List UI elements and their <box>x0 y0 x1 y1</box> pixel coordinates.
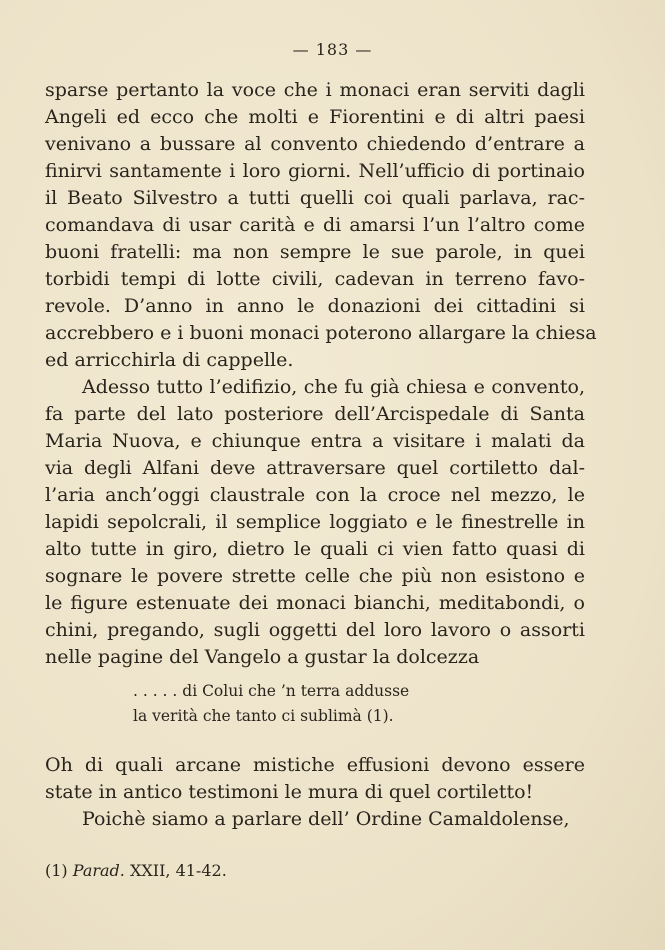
text-line: via degli Alfani deve attraversare quel cortiletto dal- <box>45 457 585 479</box>
paragraph-2 <box>45 374 585 671</box>
text-line: le figure estenuate dei monaci bianchi, meditabondi, o <box>45 592 585 614</box>
text-line: fa parte del lato posteriore dell’Arcispedale di Santa <box>45 403 585 425</box>
text-line: l’aria anch’oggi claustrale con la croce nel mezzo, le <box>45 484 585 506</box>
text-line: Poichè siamo a parlare dell’ Ordine Camaldolense, <box>82 808 570 830</box>
text-line: comandava di usar carità e di amarsi l’un l’altro come <box>45 214 585 236</box>
paragraph-3 <box>45 752 585 833</box>
text-line: revole. D’anno in anno le donazioni dei cittadini si <box>45 295 585 317</box>
text-line: torbidi tempi di lotte civili, cadevan in terreno favo- <box>45 268 585 290</box>
footnote-reference: XXII, 41-42. <box>129 861 227 880</box>
footnote <box>45 861 227 880</box>
text-line: alto tutte in giro, dietro le quali ci vien fatto quasi di <box>45 538 585 560</box>
text-line: Oh di quali arcane mistiche effusioni devono essere <box>45 754 585 776</box>
text-line: lapidi sepolcrali, il semplice loggiato e le finestrelle in <box>45 511 585 533</box>
dante-quotation <box>133 679 409 729</box>
footnote-source: Parad. <box>72 861 125 880</box>
text-line: nelle pagine del Vangelo a gustar la dolcezza <box>45 646 480 668</box>
text-line: accrebbero e i buoni monaci poterono allargare la chiesa <box>45 322 597 344</box>
text-line: sparse pertanto la voce che i monaci eran serviti dagli <box>45 79 585 101</box>
text-line: venivano a bussare al convento chiedendo d’entrare a <box>45 133 585 155</box>
footnote-marker: (1) <box>45 861 68 880</box>
text-line: Angeli ed ecco che molti e Fiorentini e di altri paesi <box>45 106 585 128</box>
paragraph-1 <box>45 77 597 374</box>
text-line: state in antico testimoni le mura di quel cortiletto! <box>45 781 534 803</box>
text-line: chini, pregando, sugli oggetti del loro lavoro o assorti <box>45 619 585 641</box>
page-number: — 183 — <box>292 40 373 59</box>
text-line: il Beato Silvestro a tutti quelli coi quali parlava, rac- <box>45 187 585 209</box>
text-line: finirvi santamente i loro giorni. Nell’ufficio di portinaio <box>45 160 585 182</box>
text-line: sognare le povere strette celle che più non esistono e <box>45 565 585 587</box>
quote-line: . . . . . di Colui che ’n terra addusse <box>133 682 410 700</box>
text-line: Maria Nuova, e chiunque entra a visitare i malati da <box>45 430 585 452</box>
text-line: buoni fratelli: ma non sempre le sue parole, in quei <box>45 241 585 263</box>
text-line: ed arricchirla di cappelle. <box>45 349 294 371</box>
text-line: Adesso tutto l’edifizio, che fu già chiesa e convento, <box>82 376 585 398</box>
quote-line: la verità che tanto ci sublimà (1). <box>133 707 394 725</box>
